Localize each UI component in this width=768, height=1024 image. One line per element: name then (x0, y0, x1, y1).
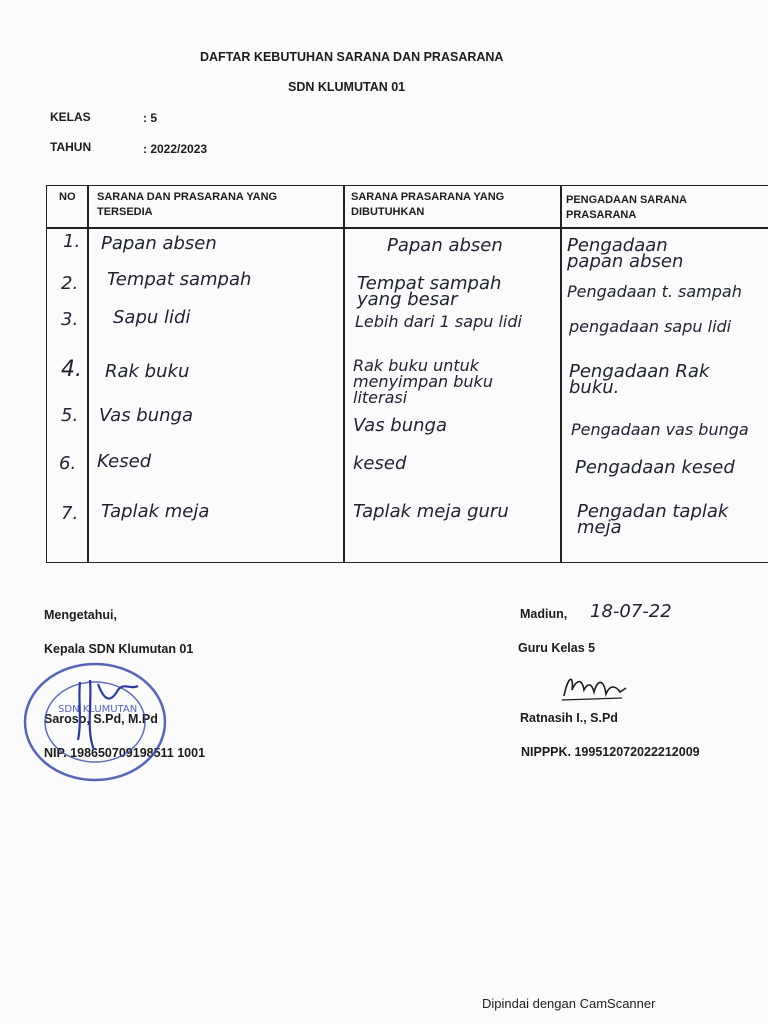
header-dibutuhkan: SARANA PRASARANA YANG DIBUTUHKAN (351, 191, 505, 218)
guru-role: Guru Kelas 5 (518, 641, 596, 655)
table-header-divider (47, 227, 768, 229)
tahun-value: : 2022/2023 (143, 142, 208, 156)
row-no: 5. (61, 405, 79, 426)
row-dibutuhkan: Lebih dari 1 sapu lidi (355, 312, 522, 331)
row-tersedia: Kesed (97, 451, 152, 472)
row-no: 6. (59, 453, 77, 474)
row-no: 2. (61, 273, 79, 294)
row-dibutuhkan: Vas bunga (353, 415, 447, 436)
guru-nip: NIPPPK. 199512072022212009 (521, 745, 700, 759)
row-pengadaan: Pengadaan papan absen (567, 235, 684, 272)
scanner-watermark: Dipindai dengan CamScanner (482, 996, 656, 1011)
row-tersedia: Rak buku (105, 361, 190, 382)
school-stamp-icon (20, 660, 170, 785)
document-title: DAFTAR KEBUTUHAN SARANA DAN PRASARANA (200, 50, 504, 64)
row-pengadaan: pengadaan sapu lidi (569, 317, 732, 336)
guru-name: Ratnasih I., S.Pd (520, 711, 618, 725)
mengetahui-label: Mengetahui, (44, 608, 117, 622)
row-pengadaan: Pengadan taplak meja (577, 501, 729, 538)
row-pengadaan: Pengadaan kesed (575, 457, 735, 478)
table-divider (343, 186, 345, 562)
kelas-label: KELAS (50, 110, 91, 124)
header-no: NO (59, 191, 76, 203)
table-divider (87, 186, 89, 562)
table-divider (560, 186, 562, 562)
row-dibutuhkan: Papan absen (387, 235, 503, 256)
row-dibutuhkan: Taplak meja guru (353, 501, 509, 522)
tahun-label: TAHUN (50, 140, 92, 154)
row-pengadaan: Pengadaan t. sampah (567, 282, 742, 301)
signature-icon (560, 670, 630, 704)
kelas-value: : 5 (143, 111, 158, 125)
needs-table (46, 185, 768, 563)
row-no: 1. (63, 231, 81, 252)
row-tersedia: Tempat sampah (107, 269, 252, 290)
row-no: 4. (61, 357, 82, 382)
row-dibutuhkan: kesed (353, 453, 407, 474)
school-name: SDN KLUMUTAN 01 (288, 80, 406, 94)
kepala-role: Kepala SDN Klumutan 01 (44, 642, 194, 656)
kepala-name: Saroso, S.Pd, M.Pd (44, 712, 158, 726)
row-pengadaan: Pengadaan Rak buku. (569, 361, 710, 398)
row-pengadaan: Pengadaan vas bunga (571, 420, 749, 439)
row-tersedia: Vas bunga (99, 405, 193, 426)
row-tersedia: Sapu lidi (113, 307, 191, 328)
kepala-nip: NIP. 198650709198511 1001 (44, 746, 206, 760)
stamp-text: SDN KLUMUTAN (58, 704, 138, 715)
header-tersedia: SARANA DAN PRASARANA YANG TERSEDIA (97, 191, 278, 218)
row-tersedia: Taplak meja (101, 501, 210, 522)
row-no: 3. (61, 309, 79, 330)
row-tersedia: Papan absen (101, 233, 217, 254)
place-label: Madiun, (520, 607, 568, 621)
header-pengadaan: PENGADAAN SARANA PRASARANA (566, 194, 687, 221)
row-dibutuhkan: Rak buku untuk menyimpan buku literasi (353, 356, 493, 407)
row-no: 7. (61, 503, 79, 524)
row-dibutuhkan: Tempat sampah yang besar (357, 273, 502, 310)
date-value: 18-07-22 (590, 601, 672, 622)
